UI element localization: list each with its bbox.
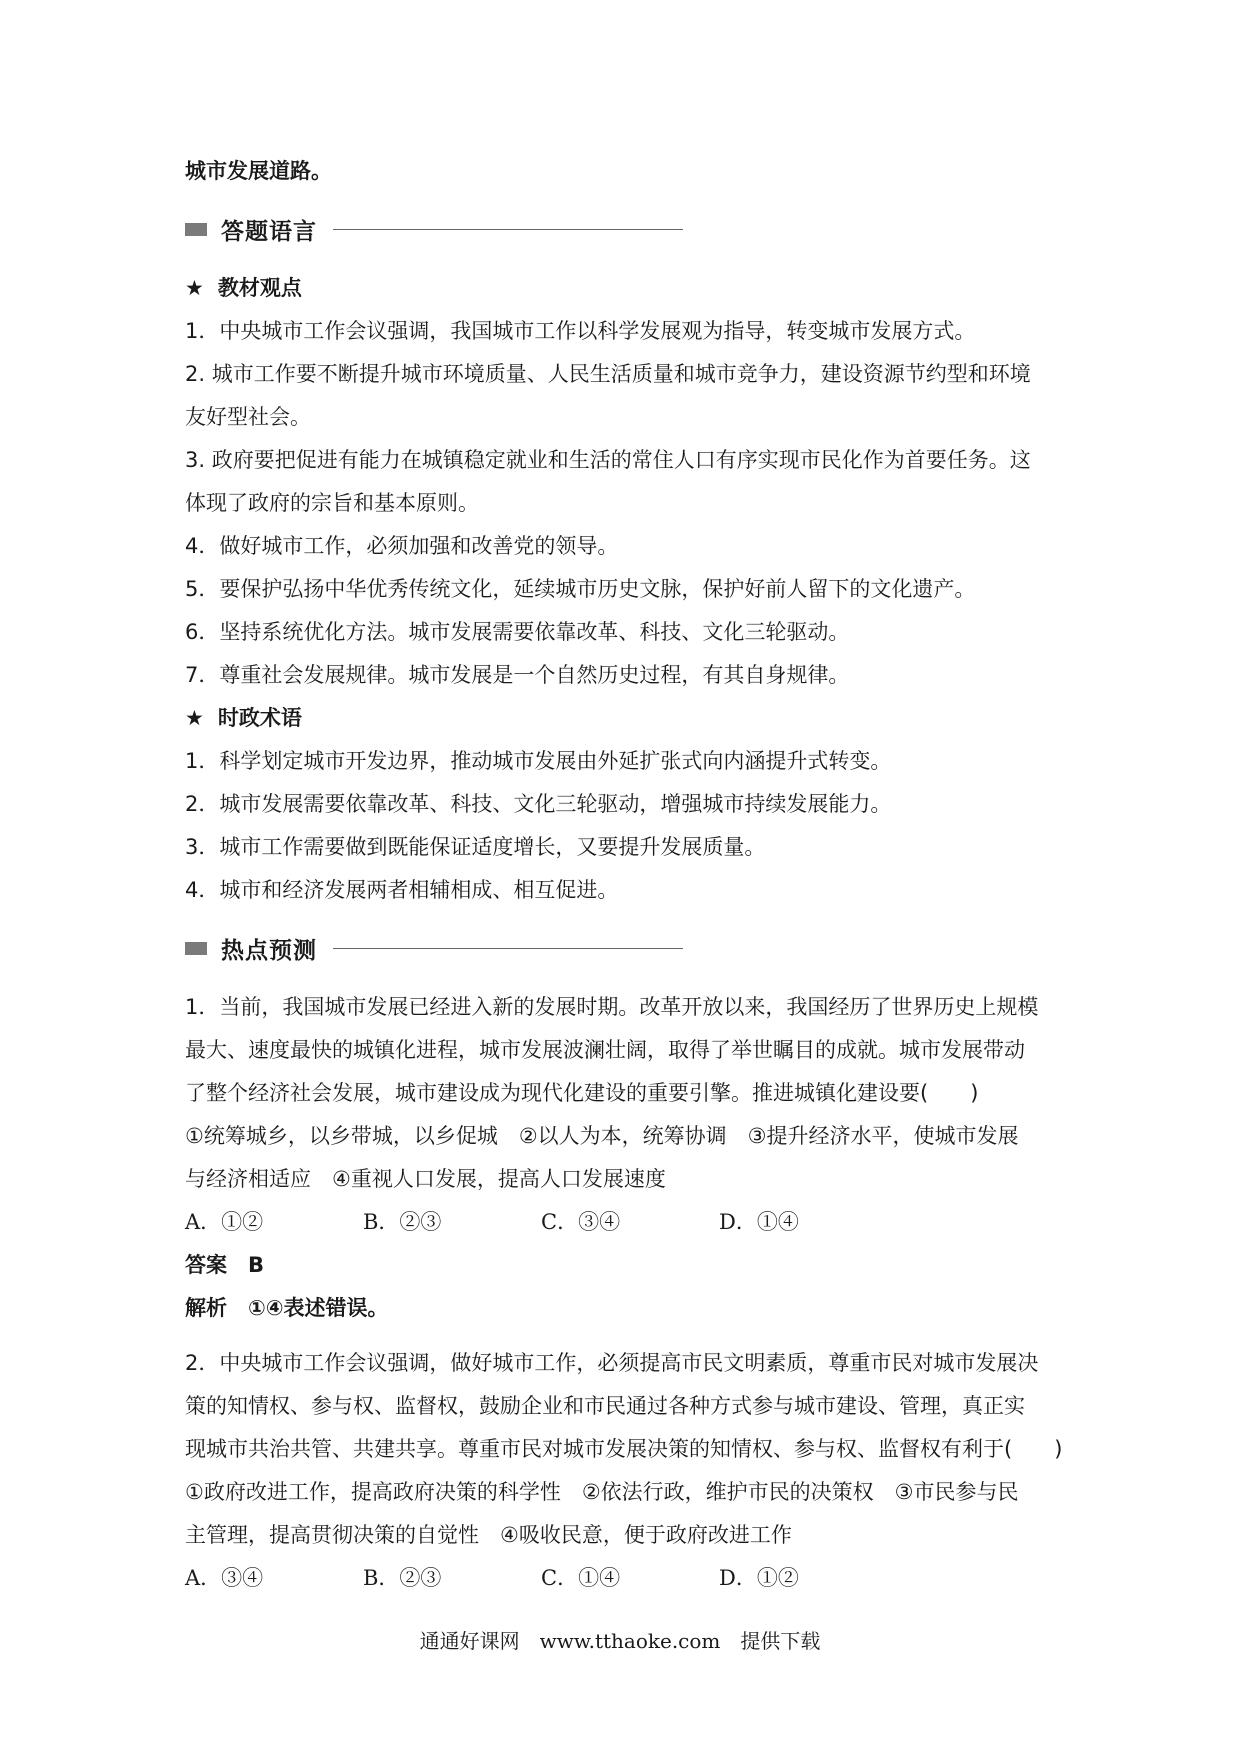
text-line: 5．要保护弘扬中华优秀传统文化，延续城市历史文脉，保护好前人留下的文化遗产。 xyxy=(185,577,976,601)
question-line: 1．当前，我国城市发展已经进入新的发展时期。改革开放以来，我国经历了世界历史上规模 xyxy=(185,995,1039,1019)
text-line: 2．城市发展需要依靠改革、科技、文化三轮驱动，增强城市持续发展能力。 xyxy=(185,792,892,816)
section-marker xyxy=(185,942,207,955)
text-line: 6．坚持系统优化方法。城市发展需要依靠改革、科技、文化三轮驱动。 xyxy=(185,620,850,644)
text-line: 3. 政府要把促进有能力在城镇稳定就业和生活的常住人口有序实现市民化作为首要任务。这 xyxy=(185,448,1031,472)
question-1 xyxy=(185,986,1070,1330)
section-rule xyxy=(333,229,683,230)
intro-line: 城市发展道路。 xyxy=(185,159,332,183)
subsection-title: 教材观点 xyxy=(217,276,302,300)
subsection-title: 时政术语 xyxy=(217,706,302,730)
question-line: ①政府改进工作，提高政府决策的科学性 ②依法行政，维护市民的决策权 ③市民参与民 xyxy=(185,1480,1019,1504)
question-line: 最大、速度最快的城镇化进程，城市发展波澜壮阔，取得了举世瞩目的成就。城市发展带动 xyxy=(185,1038,1025,1062)
section-title: 答题语言 xyxy=(221,218,317,245)
answer-line: 答案 B xyxy=(185,1253,265,1277)
subsection-textbook-views xyxy=(185,267,1070,310)
question-2 xyxy=(185,1342,1070,1600)
analysis-line: 解析 ①④表述错误。 xyxy=(185,1296,389,1320)
options-row xyxy=(185,1557,1070,1600)
section-rule xyxy=(333,948,683,949)
star-icon: ★ xyxy=(185,706,204,730)
option-b: B．②③ xyxy=(363,1566,442,1590)
question-line: ①统筹城乡，以乡带城，以乡促城 ②以人为本，统筹协调 ③提升经济水平，使城市发展 xyxy=(185,1124,1019,1148)
text-line: 4．做好城市工作，必须加强和改善党的领导。 xyxy=(185,534,619,558)
footer-watermark: 通通好课网 www.tthaoke.com 提供下载 xyxy=(419,1629,821,1653)
question-line: 2．中央城市工作会议强调，做好城市工作，必须提高市民文明素质，尊重市民对城市发展决 xyxy=(185,1351,1039,1375)
option-c: C．①④ xyxy=(541,1566,621,1590)
star-icon: ★ xyxy=(185,276,204,300)
text-line: 1．中央城市工作会议强调，我国城市工作以科学发展观为指导，转变城市发展方式。 xyxy=(185,319,976,343)
text-line: 2. 城市工作要不断提升城市环境质量、人民生活质量和城市竞争力，建设资源节约型和环境 xyxy=(185,362,1031,386)
text-line: 3．城市工作需要做到既能保证适度增长，又要提升发展质量。 xyxy=(185,835,766,859)
question-line: 现城市共治共管、共建共享。尊重市民对城市发展决策的知情权、参与权、监督权有利于( ) xyxy=(185,1437,1063,1461)
options-row xyxy=(185,1201,1070,1244)
option-d: D．①② xyxy=(719,1566,799,1590)
option-d: D．①④ xyxy=(719,1210,799,1234)
section-marker xyxy=(185,223,207,236)
option-c: C．③④ xyxy=(541,1210,621,1234)
text-line: 1．科学划定城市开发边界，推动城市发展由外延扩张式向内涵提升式转变。 xyxy=(185,749,892,773)
subsection-political-terms xyxy=(185,697,1070,740)
question-line: 策的知情权、参与权、监督权，鼓励企业和市民通过各种方式参与城市建设、管理，真正实 xyxy=(185,1394,1025,1418)
option-b: B．②③ xyxy=(363,1210,442,1234)
option-a: A．③④ xyxy=(185,1566,264,1590)
text-line: 4．城市和经济发展两者相辅相成、相互促进。 xyxy=(185,878,619,902)
document-body xyxy=(185,150,1070,1600)
section-title: 热点预测 xyxy=(221,937,317,964)
option-a: A．①② xyxy=(185,1210,264,1234)
text-line: 友好型社会。 xyxy=(185,405,311,429)
text-line: 体现了政府的宗旨和基本原则。 xyxy=(185,491,479,515)
question-line: 与经济相适应 ④重视人口发展，提高人口发展速度 xyxy=(185,1167,666,1191)
section-answer-language-header xyxy=(185,209,1070,249)
question-line: 主管理，提高贯彻决策的自觉性 ④吸收民意，便于政府改进工作 xyxy=(185,1523,792,1547)
question-line: 了整个经济社会发展，城市建设成为现代化建设的重要引擎。推进城镇化建设要( ) xyxy=(185,1081,979,1105)
section-hot-predictions-header xyxy=(185,928,1070,968)
text-line: 7．尊重社会发展规律。城市发展是一个自然历史过程，有其自身规律。 xyxy=(185,663,850,687)
